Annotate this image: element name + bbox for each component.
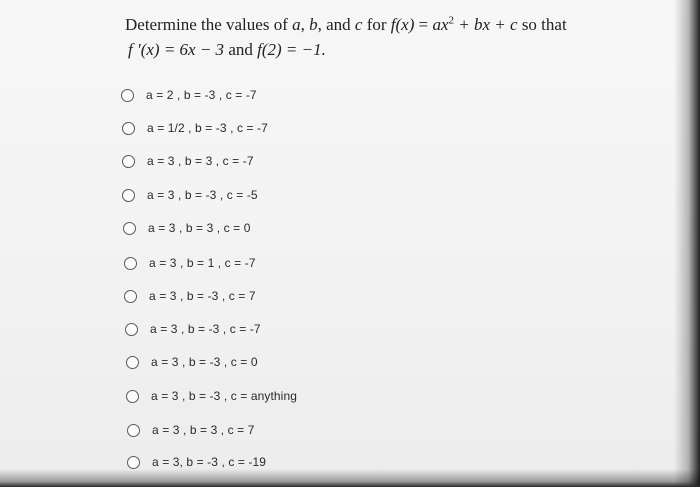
radio-button-icon[interactable] — [124, 257, 137, 270]
for-text: for — [362, 15, 391, 34]
and-text: and — [224, 40, 258, 59]
radio-button-icon[interactable] — [122, 155, 135, 168]
var-c: c — [354, 15, 363, 34]
photo-edge-shadow-bottom — [0, 469, 700, 487]
separator-1: , — [300, 15, 310, 34]
condition-2: f(2) = −1. — [257, 40, 326, 59]
answer-option-label: a = 3 , b = 3 , c = 0 — [148, 221, 251, 235]
answer-option-label: a = 3 , b = 1 , c = -7 — [149, 256, 256, 270]
separator-2: , and — [317, 15, 355, 34]
radio-button-icon[interactable] — [122, 189, 135, 202]
derivative-rhs: = 6x − 3 — [159, 40, 225, 59]
answer-option-label: a = 3 , b = -3 , c = 7 — [149, 289, 256, 303]
equals-sign: = — [414, 15, 433, 34]
radio-button-icon[interactable] — [123, 222, 136, 235]
answer-option[interactable] — [127, 419, 255, 441]
answer-option[interactable] — [121, 84, 257, 106]
var-b: b — [309, 15, 318, 34]
answer-option[interactable] — [124, 252, 256, 274]
answer-option-label: a = 3 , b = 3 , c = 7 — [152, 423, 255, 437]
radio-button-icon[interactable] — [124, 290, 137, 303]
var-a: a — [292, 15, 301, 34]
radio-button-icon[interactable] — [127, 424, 140, 437]
question-line-1 — [125, 12, 645, 37]
radio-button-icon[interactable] — [127, 456, 140, 469]
question-intro: Determine the values of — [125, 15, 293, 34]
answer-option[interactable] — [122, 117, 268, 139]
radio-button-icon[interactable] — [121, 89, 134, 102]
answer-option[interactable] — [125, 318, 261, 340]
photo-edge-shadow-right — [674, 0, 700, 487]
question-text — [125, 12, 645, 62]
radio-button-icon[interactable] — [125, 323, 138, 336]
answer-option[interactable] — [126, 385, 297, 407]
answer-option-label: a = 3, b = -3 , c = -19 — [152, 455, 267, 469]
radio-button-icon[interactable] — [126, 390, 139, 403]
answer-option-label: a = 2 , b = -3 , c = -7 — [146, 88, 257, 102]
answer-option-label: a = 3 , b = -3 , c = -5 — [147, 188, 258, 202]
radio-button-icon[interactable] — [122, 122, 135, 135]
answer-option[interactable] — [122, 184, 258, 206]
function-term-1: ax — [432, 15, 449, 34]
function-term-rest: + bx + c — [454, 15, 518, 34]
answer-option[interactable] — [123, 217, 251, 239]
function-lhs: f(x) — [390, 15, 415, 34]
answer-option[interactable] — [124, 285, 256, 307]
so-that-text: so that — [517, 15, 567, 34]
answer-option-label: a = 3 , b = 3 , c = -7 — [147, 154, 254, 168]
answer-option-label: a = 3 , b = -3 , c = -7 — [150, 322, 261, 336]
answer-option-label: a = 3 , b = -3 , c = 0 — [151, 355, 258, 369]
radio-button-icon[interactable] — [126, 356, 139, 369]
question-line-2 — [125, 37, 645, 62]
answer-option[interactable] — [122, 150, 254, 172]
derivative-lhs: f ′(x) — [128, 40, 160, 59]
answer-option[interactable] — [126, 351, 258, 373]
exponent: 2 — [448, 14, 455, 27]
answer-option-label: a = 1/2 , b = -3 , c = -7 — [147, 121, 268, 135]
answer-option-label: a = 3 , b = -3 , c = anything — [151, 389, 297, 403]
